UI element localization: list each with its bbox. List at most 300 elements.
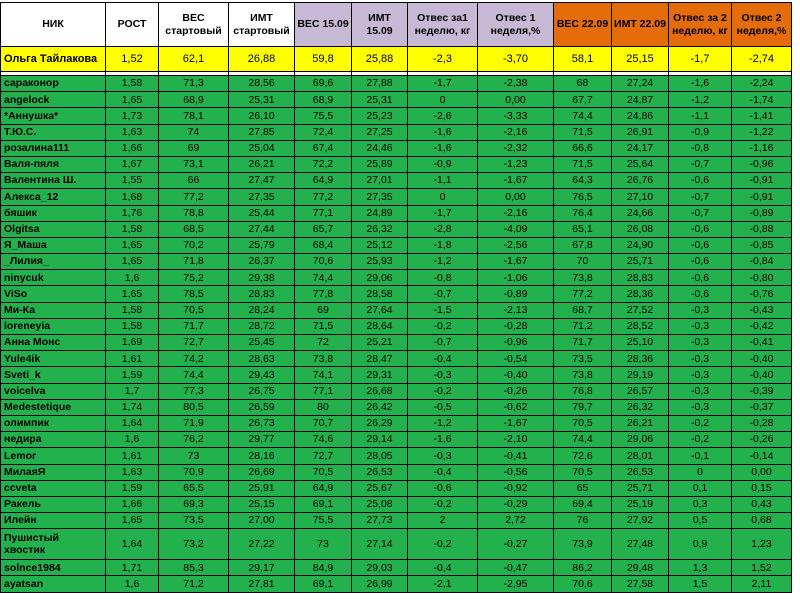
cell-weight-1509: 64,9 [295, 480, 352, 496]
cell-loss-week2-pct: -0,91 [732, 189, 792, 205]
cell-bmi-1509: 28,47 [352, 351, 408, 367]
cell-loss-week1-kg: 0 [408, 189, 478, 205]
cell-loss-week2-pct: 0,00 [732, 464, 792, 480]
cell-bmi-start: 26,69 [229, 464, 295, 480]
table-body [1, 47, 792, 593]
cell-weight-1509: 70,6 [295, 254, 352, 270]
cell-loss-week1-kg: -1,6 [408, 140, 478, 156]
cell-loss-week1-kg: -2,1 [408, 576, 478, 592]
cell-bmi-2209: 24,87 [612, 92, 669, 108]
cell-loss-week1-pct: 0,00 [478, 92, 554, 108]
table-row [1, 124, 792, 140]
cell-loss-week2-pct: -0,40 [732, 367, 792, 383]
cell-weight-start: 85,3 [159, 560, 229, 576]
cell-loss-week1-kg: -0,5 [408, 399, 478, 415]
cell-loss-week1-kg: -1,7 [408, 205, 478, 221]
cell-loss-week1-pct: -0,41 [478, 448, 554, 464]
cell-bmi-2209: 29,48 [612, 560, 669, 576]
cell-weight-1509: 77,1 [295, 383, 352, 399]
cell-bmi-1509: 27,35 [352, 189, 408, 205]
table-row [1, 173, 792, 189]
cell-nick: _Лилия_ [1, 254, 106, 270]
cell-loss-week2-kg: 1,3 [669, 560, 732, 576]
cell-height: 1,66 [106, 496, 159, 512]
cell-loss-week1-kg: -1,6 [408, 432, 478, 448]
cell-bmi-start: 25,15 [229, 496, 295, 512]
cell-weight-start: 69,3 [159, 496, 229, 512]
cell-loss-week2-kg: 0,9 [669, 529, 732, 560]
cell-weight-1509: 70,5 [295, 464, 352, 480]
table-row [1, 237, 792, 253]
table-row [1, 286, 792, 302]
cell-bmi-start: 28,83 [229, 286, 295, 302]
cell-bmi-start: 27,44 [229, 221, 295, 237]
cell-weight-2209: 76,5 [554, 189, 612, 205]
cell-nick: Илейн [1, 513, 106, 529]
cell-loss-week1-kg: -0,2 [408, 496, 478, 512]
cell-weight-2209: 76 [554, 513, 612, 529]
cell-nick: МилаяЯ [1, 464, 106, 480]
cell-bmi-1509: 27,14 [352, 529, 408, 560]
cell-loss-week2-pct: -1,41 [732, 108, 792, 124]
cell-bmi-start: 27,85 [229, 124, 295, 140]
cell-loss-week2-kg: 0,5 [669, 513, 732, 529]
cell-loss-week2-pct: 0,43 [732, 496, 792, 512]
cell-loss-week2-pct: -0,28 [732, 415, 792, 431]
cell-bmi-1509: 25,08 [352, 496, 408, 512]
cell-weight-start: 73,2 [159, 529, 229, 560]
cell-weight-1509: 65,7 [295, 221, 352, 237]
cell-nick: loreneyia [1, 318, 106, 334]
cell-loss-week1-pct: -2,56 [478, 237, 554, 253]
cell-bmi-start: 25,79 [229, 237, 295, 253]
cell-bmi-2209: 27,24 [612, 76, 669, 92]
cell-bmi-2209: 27,58 [612, 576, 669, 592]
cell-loss-week1-kg: -0,2 [408, 318, 478, 334]
cell-loss-week1-pct: -3,33 [478, 108, 554, 124]
cell-loss-week1-pct: -2,38 [478, 76, 554, 92]
cell-loss-week2-kg: -1,6 [669, 76, 732, 92]
cell-bmi-1509: 26,32 [352, 221, 408, 237]
cell-nick: Т.Ю.С. [1, 124, 106, 140]
cell-loss-week1-pct: -0,96 [478, 335, 554, 351]
cell-loss-week2-kg: -0,9 [669, 124, 732, 140]
cell-bmi-2209: 24,90 [612, 237, 669, 253]
cell-weight-1509: 69 [295, 302, 352, 318]
cell-weight-2209: 67,7 [554, 92, 612, 108]
cell-height: 1,76 [106, 205, 159, 221]
table-row [1, 480, 792, 496]
cell-loss-week1-kg: -0,8 [408, 270, 478, 286]
table-row [1, 76, 792, 92]
table-row [1, 367, 792, 383]
cell-weight-start: 69 [159, 140, 229, 156]
cell-bmi-1509: 26,42 [352, 399, 408, 415]
cell-loss-week1-pct: 2,72 [478, 513, 554, 529]
cell-loss-week2-pct: -0,85 [732, 237, 792, 253]
cell-weight-2209: 71,5 [554, 124, 612, 140]
cell-bmi-2209: 25,64 [612, 156, 669, 172]
cell-loss-week2-kg: -0,6 [669, 237, 732, 253]
cell-loss-week1-pct: -0,56 [478, 464, 554, 480]
cell-loss-week2-pct: -0,14 [732, 448, 792, 464]
cell-loss-week2-kg: -0,1 [669, 448, 732, 464]
cell-bmi-start: 26,10 [229, 108, 295, 124]
cell-weight-1509: 68,4 [295, 237, 352, 253]
cell-height: 1,65 [106, 254, 159, 270]
cell-bmi-2209: 24,66 [612, 205, 669, 221]
cell-loss-week1-kg: -1,8 [408, 237, 478, 253]
cell-height: 1,65 [106, 513, 159, 529]
cell-loss-week2-pct: 2,11 [732, 576, 792, 592]
cell-loss-week1-pct: -4,09 [478, 221, 554, 237]
cell-loss-week2-kg: 1,5 [669, 576, 732, 592]
cell-loss-week1-pct: -0,27 [478, 529, 554, 560]
cell-bmi-2209: 29,06 [612, 432, 669, 448]
cell-weight-start: 77,3 [159, 383, 229, 399]
cell-loss-week1-pct: -0,28 [478, 318, 554, 334]
cell-nick: Ми-Ка [1, 302, 106, 318]
col-bmi-2209-header: ИМТ 22.09 [612, 3, 669, 47]
cell-loss-week1-pct: -2,16 [478, 124, 554, 140]
cell-nick: Sveti_k [1, 367, 106, 383]
cell-loss-week1-kg: -1,6 [408, 124, 478, 140]
cell-bmi-2209: 28,52 [612, 318, 669, 334]
cell-nick: розалина111 [1, 140, 106, 156]
cell-loss-week2-pct: -0,76 [732, 286, 792, 302]
cell-weight-start: 71,2 [159, 576, 229, 592]
table-row [1, 270, 792, 286]
col-loss-week2-pct-header: Отвес 2 неделя,% [732, 3, 792, 47]
cell-loss-week1-pct: -0,29 [478, 496, 554, 512]
cell-bmi-2209: 28,36 [612, 286, 669, 302]
cell-bmi-1509: 29,14 [352, 432, 408, 448]
cell-loss-week2-kg: -0,2 [669, 432, 732, 448]
cell-bmi-2209: 25,71 [612, 480, 669, 496]
table-row [1, 432, 792, 448]
cell-loss-week1-kg: -1,1 [408, 173, 478, 189]
cell-loss-week2-kg: -0,3 [669, 383, 732, 399]
cell-weight-2209: 79,7 [554, 399, 612, 415]
cell-weight-1509: 59,8 [295, 47, 352, 72]
cell-weight-start: 77,2 [159, 189, 229, 205]
cell-weight-1509: 73,8 [295, 351, 352, 367]
cell-weight-2209: 65 [554, 480, 612, 496]
cell-weight-1509: 77,1 [295, 205, 352, 221]
cell-loss-week1-pct: 0,00 [478, 189, 554, 205]
cell-weight-start: 71,7 [159, 318, 229, 334]
cell-weight-start: 71,3 [159, 76, 229, 92]
cell-weight-1509: 80 [295, 399, 352, 415]
cell-loss-week2-kg: -1,1 [669, 108, 732, 124]
col-bmi-1509-header: ИМТ 15.09 [352, 3, 408, 47]
cell-loss-week2-pct: -1,74 [732, 92, 792, 108]
col-weight-1509-header: ВЕС 15.09 [295, 3, 352, 47]
cell-bmi-start: 25,31 [229, 92, 295, 108]
cell-bmi-1509: 29,31 [352, 367, 408, 383]
cell-weight-1509: 72,4 [295, 124, 352, 140]
cell-loss-week1-kg: -0,4 [408, 351, 478, 367]
cell-loss-week2-kg: -0,6 [669, 221, 732, 237]
cell-loss-week2-kg: -0,6 [669, 173, 732, 189]
cell-bmi-start: 28,63 [229, 351, 295, 367]
cell-nick: solnce1984 [1, 560, 106, 576]
cell-nick: ccveta [1, 480, 106, 496]
cell-nick: Валя-пяля [1, 156, 106, 172]
cell-bmi-2209: 28,01 [612, 448, 669, 464]
cell-bmi-start: 26,73 [229, 415, 295, 431]
cell-bmi-1509: 29,06 [352, 270, 408, 286]
cell-weight-start: 68,9 [159, 92, 229, 108]
cell-weight-start: 80,5 [159, 399, 229, 415]
cell-height: 1,61 [106, 448, 159, 464]
cell-loss-week1-kg: -1,2 [408, 415, 478, 431]
cell-loss-week2-pct: -0,43 [732, 302, 792, 318]
cell-weight-1509: 74,1 [295, 367, 352, 383]
cell-bmi-start: 27,81 [229, 576, 295, 592]
cell-loss-week1-pct: -3,70 [478, 47, 554, 72]
cell-weight-start: 70,5 [159, 302, 229, 318]
cell-loss-week2-pct: -2,74 [732, 47, 792, 72]
cell-weight-1509: 68,9 [295, 92, 352, 108]
cell-loss-week1-pct: -2,32 [478, 140, 554, 156]
cell-nick: недира [1, 432, 106, 448]
cell-weight-start: 70,9 [159, 464, 229, 480]
cell-loss-week1-pct: -1,06 [478, 270, 554, 286]
col-weight-2209-header: ВЕС 22.09 [554, 3, 612, 47]
cell-nick: *Аннушка* [1, 108, 106, 124]
table-row [1, 140, 792, 156]
cell-weight-2209: 58,1 [554, 47, 612, 72]
cell-bmi-1509: 28,58 [352, 286, 408, 302]
col-height-header: РОСТ [106, 3, 159, 47]
table-row [1, 351, 792, 367]
cell-bmi-1509: 25,23 [352, 108, 408, 124]
cell-loss-week2-kg: -0,7 [669, 156, 732, 172]
cell-weight-2209: 74,4 [554, 108, 612, 124]
cell-loss-week2-pct: -0,80 [732, 270, 792, 286]
cell-weight-2209: 73,8 [554, 367, 612, 383]
cell-loss-week1-kg: -1,2 [408, 254, 478, 270]
cell-bmi-1509: 28,05 [352, 448, 408, 464]
cell-loss-week1-pct: -0,54 [478, 351, 554, 367]
table-row [1, 529, 792, 560]
cell-height: 1,69 [106, 335, 159, 351]
cell-weight-start: 72,7 [159, 335, 229, 351]
cell-bmi-2209: 26,21 [612, 415, 669, 431]
cell-nick: Ольга Тайлакова [1, 47, 106, 72]
cell-bmi-2209: 26,57 [612, 383, 669, 399]
cell-weight-start: 66 [159, 173, 229, 189]
cell-weight-1509: 70,7 [295, 415, 352, 431]
cell-nick: voicelva [1, 383, 106, 399]
cell-bmi-1509: 25,88 [352, 47, 408, 72]
cell-bmi-1509: 26,99 [352, 576, 408, 592]
cell-weight-1509: 75,5 [295, 513, 352, 529]
cell-bmi-2209: 26,53 [612, 464, 669, 480]
header-row [1, 3, 792, 47]
table-row [1, 496, 792, 512]
cell-loss-week1-pct: -1,67 [478, 415, 554, 431]
cell-nick: бяшик [1, 205, 106, 221]
cell-weight-1509: 74,4 [295, 270, 352, 286]
cell-height: 1,65 [106, 237, 159, 253]
cell-weight-2209: 70,5 [554, 464, 612, 480]
cell-weight-2209: 76,4 [554, 205, 612, 221]
cell-loss-week1-kg: 0 [408, 92, 478, 108]
cell-loss-week1-kg: -1,5 [408, 302, 478, 318]
cell-bmi-2209: 28,83 [612, 270, 669, 286]
cell-bmi-start: 27,22 [229, 529, 295, 560]
cell-loss-week2-pct: -1,16 [732, 140, 792, 156]
cell-loss-week1-kg: -0,4 [408, 560, 478, 576]
cell-bmi-start: 28,24 [229, 302, 295, 318]
cell-loss-week1-pct: -1,67 [478, 254, 554, 270]
cell-weight-2209: 77,2 [554, 286, 612, 302]
cell-weight-1509: 67,4 [295, 140, 352, 156]
table-row [1, 302, 792, 318]
cell-loss-week1-pct: -0,47 [478, 560, 554, 576]
table-row [1, 383, 792, 399]
cell-bmi-1509: 25,21 [352, 335, 408, 351]
cell-height: 1,58 [106, 221, 159, 237]
table-row [1, 254, 792, 270]
cell-weight-start: 73,1 [159, 156, 229, 172]
cell-nick: Yule4ik [1, 351, 106, 367]
cell-loss-week1-kg: -2,8 [408, 221, 478, 237]
cell-bmi-1509: 25,12 [352, 237, 408, 253]
weight-loss-table [0, 2, 792, 593]
cell-nick: Lemor [1, 448, 106, 464]
cell-weight-start: 73,5 [159, 513, 229, 529]
cell-bmi-1509: 25,31 [352, 92, 408, 108]
table-row [1, 513, 792, 529]
cell-bmi-start: 28,56 [229, 76, 295, 92]
table-row [1, 108, 792, 124]
cell-weight-2209: 71,7 [554, 335, 612, 351]
cell-height: 1,67 [106, 156, 159, 172]
cell-weight-2209: 64,3 [554, 173, 612, 189]
cell-weight-1509: 69,1 [295, 576, 352, 592]
cell-loss-week1-pct: -0,89 [478, 286, 554, 302]
cell-loss-week1-pct: -2,95 [478, 576, 554, 592]
cell-weight-2209: 65,1 [554, 221, 612, 237]
cell-loss-week2-pct: -0,26 [732, 432, 792, 448]
cell-bmi-2209: 26,32 [612, 399, 669, 415]
cell-weight-1509: 69,6 [295, 76, 352, 92]
cell-weight-start: 71,8 [159, 254, 229, 270]
cell-weight-2209: 73,8 [554, 270, 612, 286]
cell-weight-1509: 77,8 [295, 286, 352, 302]
cell-bmi-2209: 29,19 [612, 367, 669, 383]
cell-loss-week2-pct: -0,84 [732, 254, 792, 270]
table-row [1, 560, 792, 576]
col-bmi-start-header: ИМТ стартовый [229, 3, 295, 47]
cell-weight-start: 78,5 [159, 286, 229, 302]
cell-nick: Ракель [1, 496, 106, 512]
cell-loss-week2-pct: -0,39 [732, 383, 792, 399]
cell-bmi-2209: 25,19 [612, 496, 669, 512]
cell-weight-start: 71,9 [159, 415, 229, 431]
cell-bmi-start: 26,37 [229, 254, 295, 270]
cell-bmi-2209: 24,86 [612, 108, 669, 124]
cell-nick: Валентина Ш. [1, 173, 106, 189]
cell-loss-week1-kg: -0,4 [408, 464, 478, 480]
cell-loss-week1-kg: -0,2 [408, 383, 478, 399]
cell-loss-week2-kg: -0,6 [669, 286, 732, 302]
cell-height: 1,64 [106, 415, 159, 431]
cell-bmi-1509: 27,01 [352, 173, 408, 189]
cell-nick: Я_Маша [1, 237, 106, 253]
cell-weight-2209: 69,4 [554, 496, 612, 512]
cell-loss-week2-kg: 0,3 [669, 496, 732, 512]
cell-bmi-start: 28,72 [229, 318, 295, 334]
cell-weight-2209: 67,8 [554, 237, 612, 253]
cell-bmi-1509: 27,88 [352, 76, 408, 92]
cell-weight-1509: 69,1 [295, 496, 352, 512]
cell-weight-2209: 70,6 [554, 576, 612, 592]
cell-bmi-1509: 24,89 [352, 205, 408, 221]
cell-loss-week1-pct: -0,40 [478, 367, 554, 383]
cell-bmi-start: 27,00 [229, 513, 295, 529]
cell-bmi-start: 25,04 [229, 140, 295, 156]
cell-weight-2209: 72,6 [554, 448, 612, 464]
cell-bmi-2209: 25,71 [612, 254, 669, 270]
cell-nick: Пушистый хвостик [1, 529, 106, 560]
table-row [1, 335, 792, 351]
cell-loss-week1-kg: -0,7 [408, 335, 478, 351]
cell-weight-start: 78,1 [159, 108, 229, 124]
cell-loss-week1-kg: -0,9 [408, 156, 478, 172]
cell-loss-week1-kg: -1,7 [408, 76, 478, 92]
cell-bmi-start: 29,38 [229, 270, 295, 286]
cell-bmi-2209: 26,76 [612, 173, 669, 189]
cell-height: 1,74 [106, 399, 159, 415]
cell-loss-week1-pct: -1,23 [478, 156, 554, 172]
cell-weight-start: 75,2 [159, 270, 229, 286]
cell-bmi-1509: 25,93 [352, 254, 408, 270]
cell-bmi-1509: 25,89 [352, 156, 408, 172]
table-row [1, 448, 792, 464]
cell-loss-week2-pct: -0,42 [732, 318, 792, 334]
cell-height: 1,6 [106, 270, 159, 286]
cell-weight-2209: 70 [554, 254, 612, 270]
cell-bmi-1509: 27,25 [352, 124, 408, 140]
cell-loss-week1-pct: -2,16 [478, 205, 554, 221]
table-row [1, 221, 792, 237]
cell-loss-week2-kg: -0,3 [669, 318, 732, 334]
cell-height: 1,65 [106, 286, 159, 302]
cell-weight-2209: 73,5 [554, 351, 612, 367]
cell-weight-1509: 64,9 [295, 173, 352, 189]
cell-bmi-start: 26,21 [229, 156, 295, 172]
cell-height: 1,58 [106, 302, 159, 318]
cell-loss-week1-kg: -0,2 [408, 529, 478, 560]
cell-loss-week2-pct: -0,91 [732, 173, 792, 189]
cell-loss-week2-pct: -0,41 [732, 335, 792, 351]
cell-loss-week1-pct: -2,13 [478, 302, 554, 318]
cell-loss-week1-kg: 2 [408, 513, 478, 529]
cell-loss-week1-kg: -0,3 [408, 367, 478, 383]
cell-height: 1,61 [106, 351, 159, 367]
cell-loss-week2-pct: 1,52 [732, 560, 792, 576]
cell-bmi-1509: 26,29 [352, 415, 408, 431]
cell-loss-week2-pct: -0,40 [732, 351, 792, 367]
table-row [1, 156, 792, 172]
table-row [1, 189, 792, 205]
cell-weight-2209: 70,5 [554, 415, 612, 431]
cell-loss-week1-kg: -2,6 [408, 108, 478, 124]
